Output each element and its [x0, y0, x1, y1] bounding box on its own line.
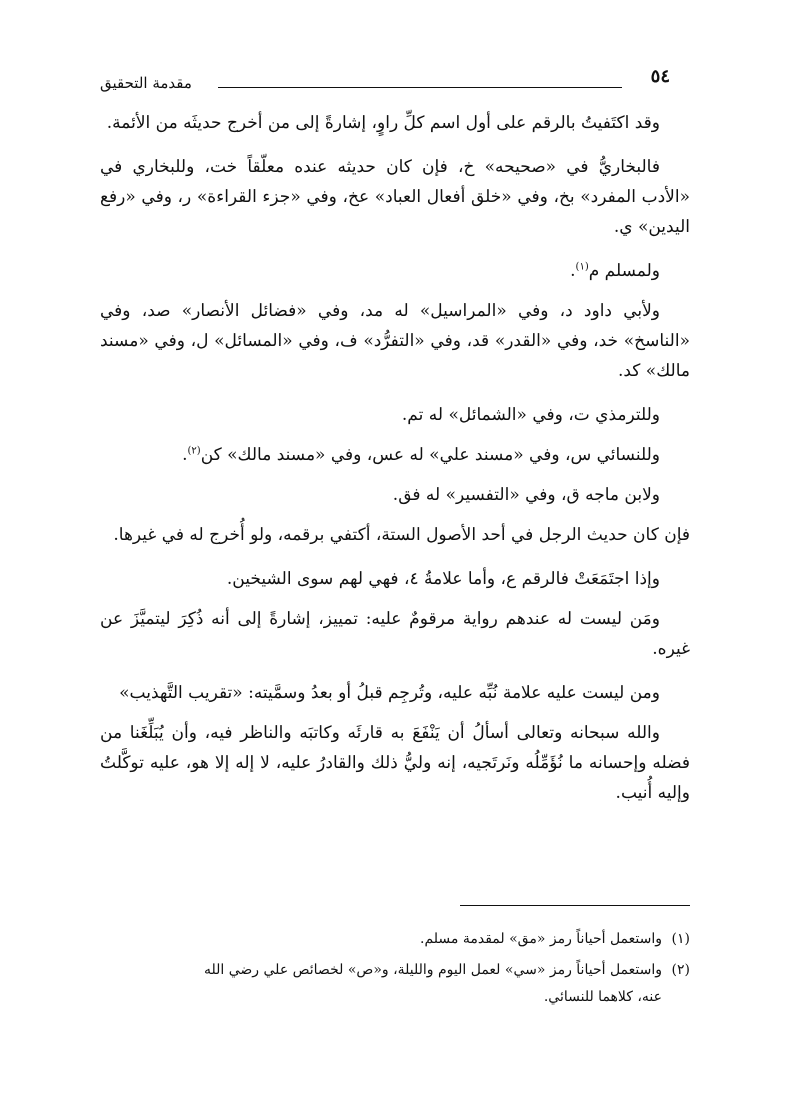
- paragraph-7: ولابن ماجه ق، وفي «التفسير» له فق.: [392, 485, 660, 505]
- paragraph-6-end: .: [182, 445, 188, 465]
- paragraph-3-text: ولمسلم م: [588, 261, 660, 281]
- footnote-text-continued: عنه، كلاهما للنسائي.: [543, 989, 662, 1005]
- paragraph-10: ومَن ليست له عندهم رواية مرقومٌ عليه: تمييز، إشارةً إلى أنه ذُكِرَ ليتميَّزَ عن غيره.: [100, 609, 690, 659]
- footnote-label: (١): [671, 931, 690, 947]
- page-header: [100, 66, 670, 106]
- paragraph-9: وإذا اجتَمَعَتْ فالرقم ع، وأما علامةُ ٤، فهي لهم سوى الشيخين.: [226, 569, 660, 589]
- paragraph-11: ومن ليست عليه علامة نُبِّه عليه، وتُرجِم قبلُ أو بعدُ وسمَّيته: «تقريب التَّهذيب»: [119, 683, 660, 703]
- footnote-ref-2: (٢): [187, 445, 201, 457]
- paragraph-12: والله سبحانه وتعالى أسألُ أن يَنْفَعَ به قارئَه وكاتبَه والناظر فيه، وأن يُبَلِّغَنا من فضله وإحسانه ما نُؤَمِّلُه ونَرتَجيه، إنه وليُّ ذلك والقادرُ عليه، لا إله إلا هو، عليه توكَّلتُ وإليه أُنيب.: [100, 723, 690, 803]
- paragraph-5: وللترمذي ت، وفي «الشمائل» له تم.: [401, 405, 660, 425]
- paragraph-6: [100, 440, 690, 470]
- header-rule: [218, 87, 622, 88]
- footnote-text: واستعمل أحياناً رمز «مق» لمقدمة مسلم.: [420, 931, 662, 947]
- paragraph-1: وقد اكتَفيتُ بالرقم على أول اسم كلِّ راوٍ، إشارةً إلى من أخرج حديثَه من الأئمة.: [106, 113, 660, 133]
- footnote-ref-1: (١): [575, 261, 589, 273]
- paragraph-2: فالبخاريُّ في «صحيحه» خ، فإن كان حديثه عنده معلّقاً خت، وللبخاري في «الأدب المفرد» بخ، وفي «خلق أفعال العباد» عخ، وفي «جزء القراءة» ر، وفي «رفع اليدين» ي.: [100, 157, 690, 237]
- main-text: [100, 108, 690, 822]
- footnote-separator: [460, 905, 690, 906]
- paragraph-6-text: وللنسائي س، وفي «مسند علي» له عس، وفي «مسند مالك» كن: [200, 445, 660, 465]
- running-title: مقدمة التحقيق: [100, 74, 192, 92]
- page-number: ٥٤: [650, 66, 670, 87]
- paragraph-8: فإن كان حديث الرجل في أحد الأصول الستة، أكتفي برقمه، ولو أُخرج له في غيرها.: [113, 525, 690, 545]
- footnote-2: [100, 957, 690, 1011]
- paragraph-3-end: .: [570, 261, 576, 281]
- footnote-text: واستعمل أحياناً رمز «سي» لعمل اليوم والليلة، و«ص» لخصائص علي رضي الله: [204, 962, 662, 978]
- footnotes: [100, 926, 690, 1015]
- paragraph-3: [100, 256, 690, 286]
- paragraph-4: ولأبي داود د، وفي «المراسيل» له مد، وفي «فضائل الأنصار» صد، وفي «الناسخ» خد، وفي «القدر» قد، وفي «التفرُّد» ف، وفي «المسائل» ل، وفي «مسند مالك» كد.: [100, 301, 690, 381]
- footnote-1: [100, 926, 690, 953]
- footnote-label: (٢): [671, 962, 690, 978]
